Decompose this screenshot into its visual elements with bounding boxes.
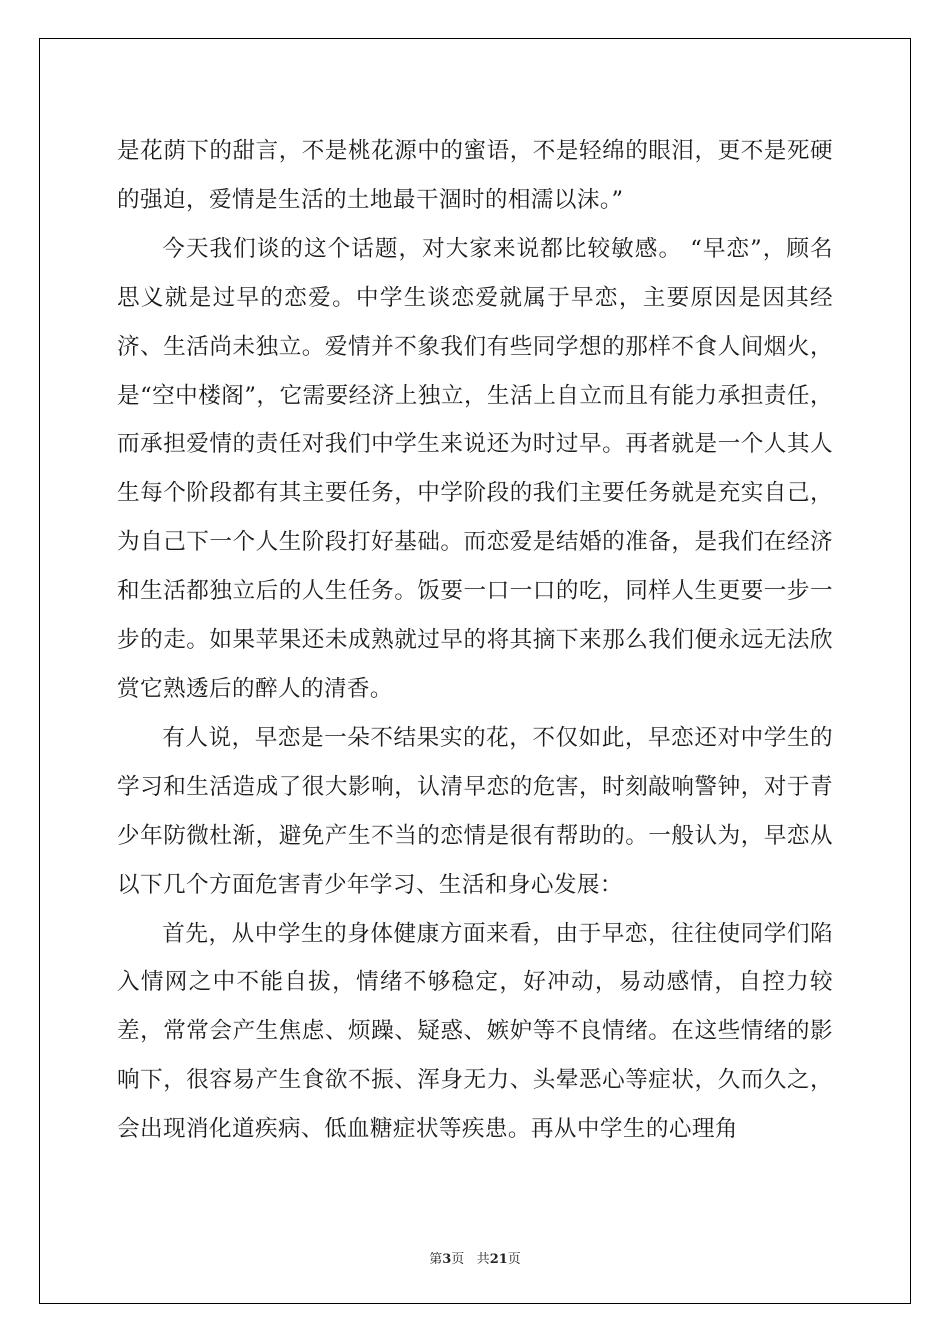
paragraph-4: 首先，从中学生的身体健康方面来看，由于早恋，往往使同学们陷入情网之中不能自拔，情绪不够稳定，好冲动，易动感情，自控力较差，常常会产生焦虑、烦躁、疑惑、嫉妒等不良情绪。在这些情绪的影响下，很容易产生食欲不振、浑身无力、头晕恶心等症状，久而久之，会出现消化道疾病、低血糖症状等疾患。再从中学生的心理角 — [117, 920, 833, 1143]
page-unit: 页 — [451, 1252, 465, 1267]
total-prefix: 共 — [476, 1252, 490, 1267]
document-body — [117, 127, 833, 1154]
total-unit: 页 — [507, 1252, 521, 1267]
current-page-number: 3 — [442, 1252, 452, 1267]
paragraph-1: 是花荫下的甜言，不是桃花源中的蜜语，不是轻绵的眼泪，更不是死硬的强迫，爱情是生活的土地最干涸时的相濡以沫。” — [117, 138, 833, 213]
page-prefix: 第 — [429, 1252, 443, 1267]
total-page-number: 21 — [489, 1252, 508, 1267]
page-footer — [0, 1248, 950, 1267]
paragraph-2: 今天我们谈的这个话题，对大家来说都比较敏感。 “早恋”，顾名思义就是过早的恋爱。中学生谈恋爱就属于早恋，主要原因是因其经济、生活尚未独立。爱情并不象我们有些同学想的那样不食人间烟火，是“空中楼阁”，它需要经济上独立，生活上自立而且有能力承担责任，而承担爱情的责任对我们中学生来说还为时过早。再者就是一个人其人生每个阶段都有其主要任务，中学阶段的我们主要任务就是充实自己，为自己下一个人生阶段打好基础。而恋爱是结婚的准备，是我们在经济和生活都独立后的人生任务。饭要一口一口的吃，同样人生更要一步一步的走。如果苹果还未成熟就过早的将其摘下来那么我们便永远无法欣赏它熟透后的醉人的清香。 — [117, 235, 833, 702]
paragraph-3: 有人说，早恋是一朵不结果实的花，不仅如此，早恋还对中学生的学习和生活造成了很大影响，认清早恋的危害，时刻敲响警钟，对于青少年防微杜渐，避免产生不当的恋情是很有帮助的。一般认为，早恋从以下几个方面危害青少年学习、生活和身心发展： — [117, 724, 833, 898]
